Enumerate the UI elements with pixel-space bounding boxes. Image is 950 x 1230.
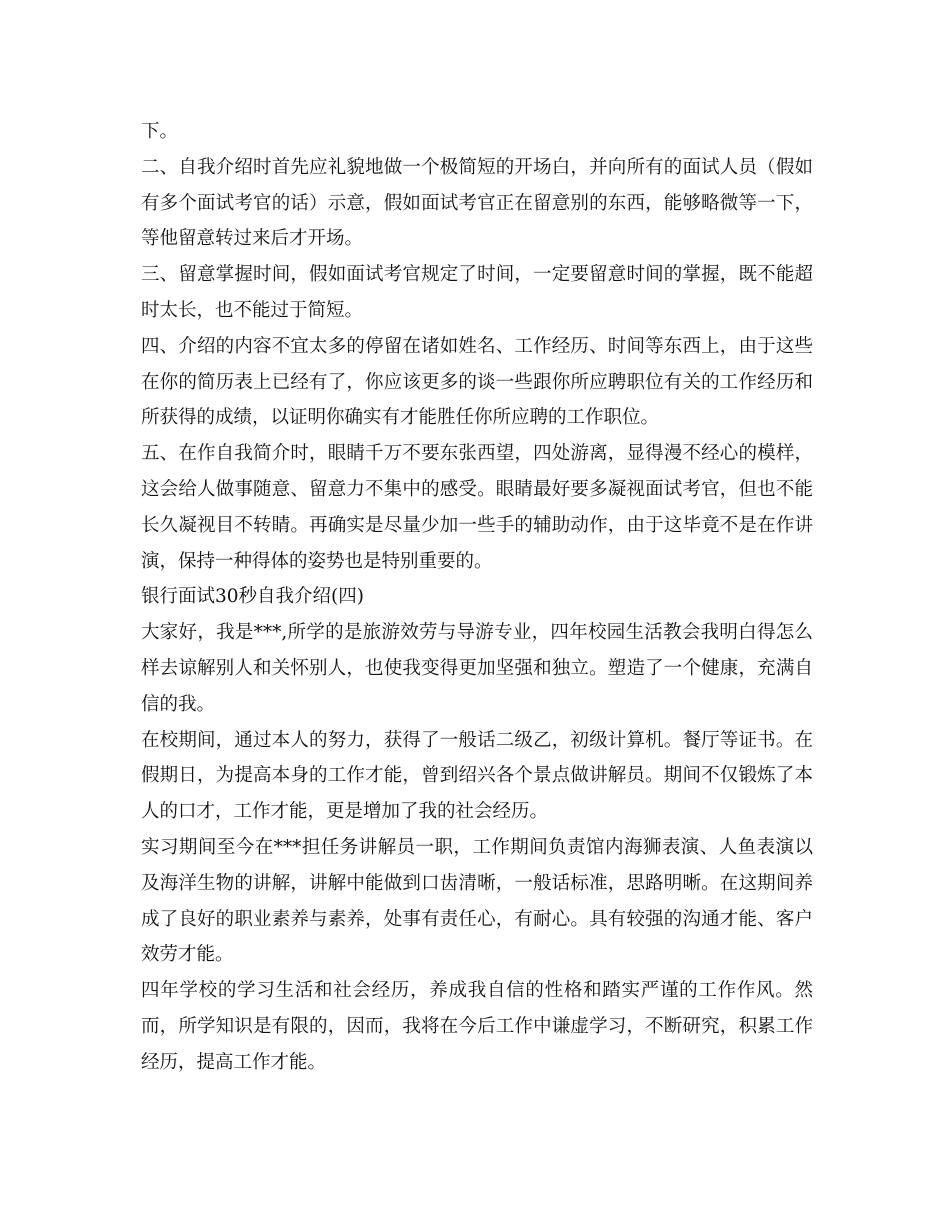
paragraph-point-five: 五、在作自我简介时，眼睛千万不要东张西望，四处游离，显得漫不经心的模样，这会给人做事随意、留意力不集中的感受。眼睛最好要多凝视面试考官，但也不能长久凝视目不转睛。再确实是尽量少加一些手的辅助动作，由于这毕竟不是在作讲演，保持一种得体的姿势也是特别重要的。 (141, 443, 813, 572)
paragraph-school: 在校期间，通过本人的努力，获得了一般话二级乙，初级计算机。餐厅等证书。在假期日，为提高本身的工作才能，曾到绍兴各个景点做讲解员。期间不仅锻炼了本人的口才，工作才能，更是增加了我的社会经历。 (141, 729, 813, 823)
paragraph-conclusion: 四年学校的学习生活和社会经历，养成我自信的性格和踏实严谨的工作作风。然而，所学知识是有限的，因而，我将在今后工作中谦虚学习，不断研究，积累工作经历，提高工作才能。 (141, 980, 813, 1073)
section-heading: 银行面试30秒自我介绍(四) (141, 586, 364, 608)
paragraph-intro: 大家好，我是***,所学的是旅游效劳与导游专业，四年校园生活教会我明白得怎么样去谅解别人和关怀别人，也使我变得更加坚强和独立。塑造了一个健康，充满自信的我。 (141, 622, 813, 715)
paragraph-point-three: 三、留意掌握时间，假如面试考官规定了时间，一定要留意时间的掌握，既不能超时太长，也不能过于简短。 (141, 264, 813, 321)
paragraph-internship: 实习期间至今在***担任务讲解员一职，工作期间负责馆内海狮表演、人鱼表演以及海洋生物的讲解，讲解中能做到口齿清晰，一般话标准，思路明晰。在这期间养成了良好的职业素养与素养，处事有责任心，有耐心。具有较强的沟通才能、客户效劳才能。 (141, 836, 813, 966)
paragraph-point-four: 四、介绍的内容不宜太多的停留在诸如姓名、工作经历、时间等东西上，由于这些在你的简历表上已经有了，你应该更多的谈一些跟你所应聘职位有关的工作经历和所获得的成绩，以证明你确实有才能胜任你所应聘的工作职位。 (141, 335, 813, 429)
paragraph-point-two: 二、自我介绍时首先应礼貌地做一个极简短的开场白，并向所有的面试人员（假如有多个面试考官的话）示意，假如面试考官正在留意别的东西，能够略微等一下，等他留意转过来后才开场。 (141, 156, 813, 250)
document-body (141, 114, 813, 1081)
paragraph-continuation: 下。 (141, 121, 179, 142)
